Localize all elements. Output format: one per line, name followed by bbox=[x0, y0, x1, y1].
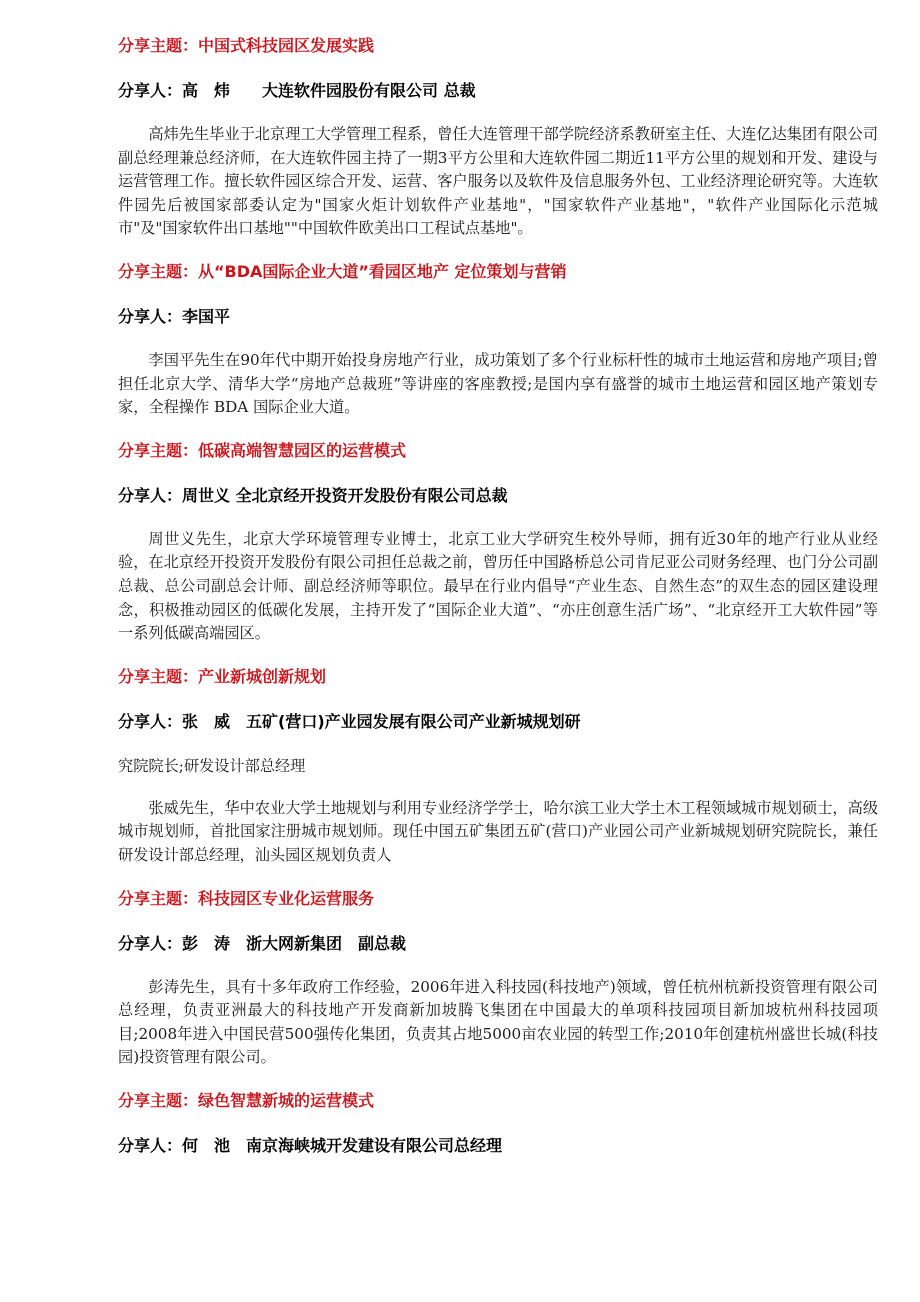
speaker-bio: 周世义先生，北京大学环境管理专业博士，北京工业大学研究生校外导师，拥有近30年的地产行业从业经验，在北京经开投资开发股份有限公司担任总裁之前，曾历任中国路桥总公司肯尼亚公司财务经理、也门分公司副总裁、总公司副总会计师、副总经济师等职位。最早在行业内倡导“产业生态、自然生态”的双生态的园区建设理念，积极推动园区的低碳化发展，主持开发了“国际企业大道”、“亦庄创意生活广场”、“北京经开工大软件园”等一系列低碳高端园区。 bbox=[118, 529, 878, 643]
share-section-5 bbox=[118, 887, 878, 1070]
speaker-bio: 彭涛先生，具有十多年政府工作经验，2006年进入科技园(科技地产)领域，曾任杭州杭新投资管理有限公司总经理，负责亚洲最大的科技地产开发商新加坡腾飞集团在中国最大的单项科技园项目新加坡杭州科技园项目;2008年进入中国民营500强传化集团，负责其占地5000亩农业园的转型工作;2010年创建杭州盛世长城(科技园)投资管理有限公司。 bbox=[118, 977, 878, 1067]
section-speaker: 分享人：李国平 bbox=[118, 306, 231, 326]
section-topic: 分享主题：科技园区专业化运营服务 bbox=[118, 888, 375, 908]
share-section-1 bbox=[118, 34, 878, 241]
section-speaker: 分享人：张 威 五矿(营口)产业园发展有限公司产业新城规划研 bbox=[118, 711, 581, 731]
section-speaker: 分享人：周世义 全北京经开投资开发股份有限公司总裁 bbox=[118, 485, 508, 505]
document-body bbox=[118, 34, 878, 1178]
section-speaker: 分享人：彭 涛 浙大网新集团 副总裁 bbox=[118, 933, 407, 953]
section-speaker: 分享人：何 池 南京海峡城开发建设有限公司总经理 bbox=[118, 1135, 503, 1155]
speaker-title-continuation: 究院院长;研发设计部总经理 bbox=[118, 756, 306, 775]
section-topic: 分享主题：绿色智慧新城的运营模式 bbox=[118, 1090, 375, 1110]
share-section-6 bbox=[118, 1089, 878, 1158]
section-speaker: 分享人：高 炜 大连软件园股份有限公司 总裁 bbox=[118, 81, 476, 100]
share-section-4 bbox=[118, 665, 878, 868]
section-topic: 分享主题：低碳高端智慧园区的运营模式 bbox=[118, 440, 407, 460]
speaker-bio: 张威先生，华中农业大学土地规划与利用专业经济学学士，哈尔滨工业大学土木工程领域城市规划硕士，高级城市规划师，首批国家注册城市规划师。现任中国五矿集团五矿(营口)产业园公司产业新城规划研究院院长，兼任研发设计部总经理，汕头园区规划负责人 bbox=[118, 798, 878, 864]
speaker-bio: 高炜先生毕业于北京理工大学管理工程系，曾任大连管理干部学院经济系教研室主任、大连亿达集团有限公司副总经理兼总经济师，在大连软件园主持了一期3平方公里和大连软件园二期近11平方公里的规划和开发、建设与运营管理工作。擅长软件园区综合开发、运营、客户服务以及软件及信息服务外包、工业经济理论研究等。大连软件园先后被国家部委认定为"国家火炬计划软件产业基地"，"国家软件产业基地"，"软件产业国际化示范城市"及"国家软件出口基地""中国软件欧美出口工程试点基地"。 bbox=[118, 125, 878, 238]
section-topic: 分享主题：产业新城创新规划 bbox=[118, 666, 327, 686]
speaker-bio: 李国平先生在90年代中期开始投身房地产行业，成功策划了多个行业标杆性的城市土地运营和房地产项目;曾担任北京大学、清华大学“房地产总裁班”等讲座的客座教授;是国内享有盛誉的城市土地运营和园区地产策划专家，全程操作 BDA 国际企业大道。 bbox=[118, 350, 878, 417]
share-section-2 bbox=[118, 260, 878, 420]
section-topic: 分享主题：从“BDA国际企业大道”看园区地产 定位策划与营销 bbox=[118, 261, 567, 281]
section-topic: 分享主题：中国式科技园区发展实践 bbox=[118, 36, 375, 55]
share-section-3 bbox=[118, 439, 878, 646]
